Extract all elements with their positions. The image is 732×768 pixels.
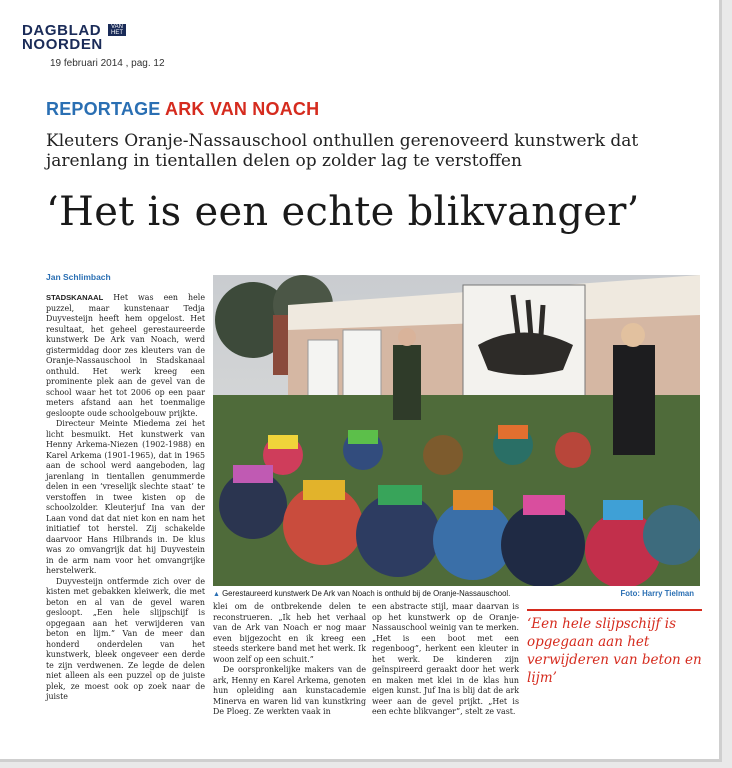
dateline-lead: STADSKANAAL [46, 293, 104, 302]
kicker-topic: ARK VAN NOACH [165, 99, 320, 119]
logo-line-1: DAGBLAD [22, 22, 102, 39]
subheadline: Kleuters Oranje-Nassauschool onthullen gerenoveerd kunstwerk dat jarenlang in tientallen delen op zolder lag te verstoffen [46, 131, 639, 171]
pullquote: ‘Een hele slijpschijf is opgegaan aan het verwijderen van beton en lijm’ [527, 616, 702, 686]
caption-text: Gerestaureerd kunstwerk De Ark van Noach is onthuld bij de Oranje-Nassauschool. [222, 589, 511, 598]
caption-triangle-icon: ▲ [213, 591, 220, 598]
paragraph: De oorspronkelijke makers van de ark, Henny en Karel Arkema, genoten hun opleiding aan kunstacademie Minerva en waren lid van kunstkring De Ploeg. Ze werkten vaak in [213, 665, 366, 716]
article-column-2 [213, 602, 366, 718]
newspaper-logo [22, 22, 123, 54]
paragraph: een abstracte stijl, maar daarvan is op het kunstwerk op de Oranje-Nassauschool weinig van te merken. „Het is een boot met een regenboog”, herkent een kleuter in het werk. De kinderen zijn geïnspireerd geraakt door het werk en maken met klei in de klas hun eigen kunst. Juf Ina is blij dat de ark weer aan de gevel prijkt. „Het is een echte blikvanger”, stelt ze vast. [372, 602, 519, 716]
article-photo [213, 275, 700, 586]
paragraph: Directeur Meinte Miedema zei het licht besmuikt. Het kunstwerk van Henny Arkema-Niezen (1902-1988) en Karel Arkema (1901-1965), dat in 1965 aan de school werd aangeboden, lag jarenlang in tientallen genummerde delen in een ‘vreselijk slechte staat’ te verstoffen in twee kisten op de schoolzolder. Kleuterjuf Ina van der Laan vond dat dat niet kon en nam het initiatief tot herstel. Zij schakelde daarvoor Hans Hilbrands in. De klus was zo omvangrijk dat hij Duyvestein in de arm nam voor het omvangrijke herstelwerk. [46, 419, 205, 575]
photo-illustration [213, 275, 700, 586]
logo-line-2: NOORDEN [22, 36, 103, 53]
paragraph: Duyvesteijn ontfermde zich over de kisten met gebakken kleiwerk, die met beton en al van de gevel waren gesloopt. „Een hele slijpschijf is opgegaan aan het verwijderen van beton en lijm.” Van de meer dan honderd onderdelen van het kunstwerk, bleek ongeveer een derde te zijn verdwenen. Ze legde de delen niet alleen als een puzzel op de juiste plek, ze moest ook op zoek naar de juiste [46, 576, 205, 701]
article-column-3 [372, 602, 519, 718]
paragraph-text: Het was een hele puzzel, maar kunstenaar Tedja Duyvesteijn heeft hem opgelost. Het resultaat, het geheel gerestaureerde kunstwerk De Ark van Noach, werd gistermiddag door zes kleuters van de Oranje-Nassauschool in Stadskanaal onthuld. Het werk kreeg een prominente plek aan de gevel van de school waar het tot 2006 op een paar meters afstand aan het toenmalige gesloopte oude schoolgebouw prijkte. [46, 293, 205, 418]
byline: Jan Schlimbach [46, 272, 111, 282]
dateline: 19 februari 2014 , pag. 12 [50, 58, 165, 69]
pullquote-rule [527, 609, 702, 611]
kicker-section: REPORTAGE [46, 99, 161, 119]
photo-caption [213, 589, 700, 598]
logo-tag: VAN HET [108, 24, 126, 36]
section-kicker [46, 99, 319, 120]
photo-credit: Foto: Harry Tielman [620, 589, 694, 598]
paragraph: klei om de ontbrekende delen te reconstrueren. „Ik heb het verhaal van de Ark van Noach er nog maar even bijgezocht en ik kreeg een steeds sterkere band met het werk. Ik woon zelf op een schuit.” [213, 602, 366, 664]
headline: ‘Het is een echte blikvanger’ [46, 189, 640, 235]
paragraph [46, 293, 205, 419]
article-column-1 [46, 293, 205, 703]
